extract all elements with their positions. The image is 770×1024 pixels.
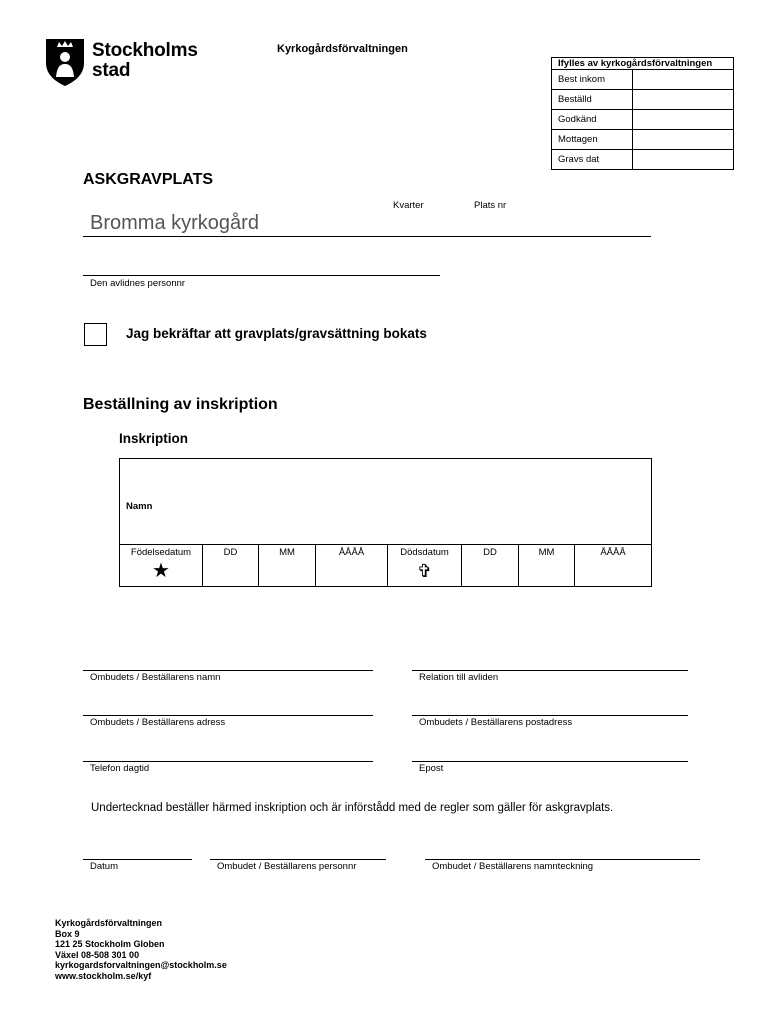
- birth-date-cell: [120, 545, 203, 587]
- plats-nr-label: Plats nr: [474, 200, 507, 211]
- personnr-field[interactable]: [83, 275, 440, 276]
- namn-label: Namn: [126, 501, 153, 512]
- birth-day-label: DD: [223, 547, 238, 558]
- office-row: [552, 70, 733, 90]
- inscription-box[interactable]: [119, 458, 652, 587]
- organization-name: Kyrkogårdsförvaltningen: [277, 43, 408, 55]
- office-row: [552, 90, 733, 110]
- cemetery-underline: [83, 236, 651, 237]
- signer-personnr-label: Ombudet / Beställarens personnr: [217, 861, 357, 872]
- office-row: [552, 110, 733, 130]
- signer-personnr-field[interactable]: [210, 859, 386, 860]
- office-row-value[interactable]: [633, 90, 733, 109]
- phone-field[interactable]: [83, 761, 373, 762]
- star-icon: ★: [152, 560, 170, 582]
- footer-website[interactable]: www.stockholm.se/kyf: [55, 970, 152, 981]
- office-row-label: Beställd: [552, 90, 633, 109]
- death-month-cell[interactable]: [519, 545, 575, 587]
- office-row: [552, 150, 733, 169]
- birth-year-label: ÅÅÅÅ: [338, 547, 365, 558]
- logo: [44, 37, 204, 87]
- signature-field[interactable]: [425, 859, 700, 860]
- office-row-value[interactable]: [633, 150, 733, 169]
- birth-month-label: MM: [279, 547, 295, 558]
- footer-line: 121 25 Stockholm Globen: [55, 939, 165, 949]
- relation-label: Relation till avliden: [419, 672, 499, 683]
- statement-text: Undertecknad beställer härmed inskription och är införstådd med de regler som gäller för askgravplats.: [91, 802, 614, 814]
- orderer-postal-label: Ombudets / Beställarens postadress: [419, 717, 573, 728]
- confirm-checkbox[interactable]: [84, 323, 107, 346]
- office-use-title: Ifylles av kyrkogårdsförvaltningen: [552, 58, 733, 70]
- date-grid: [120, 544, 651, 587]
- relation-field[interactable]: [412, 670, 688, 671]
- office-row: [552, 130, 733, 150]
- confirm-label: Jag bekräftar att gravplats/gravsättning bokats: [126, 326, 427, 341]
- cemetery-field[interactable]: Bromma kyrkogård: [90, 212, 259, 234]
- death-date-label: Dödsdatum: [400, 547, 449, 558]
- orderer-postal-field[interactable]: [412, 715, 688, 716]
- footer-line: Kyrkogårdsförvaltningen: [55, 918, 163, 928]
- signature-label: Ombudet / Beställarens namnteckning: [432, 861, 594, 872]
- death-date-cell: [388, 545, 462, 587]
- footer-line: Växel 08-508 301 00: [55, 949, 140, 960]
- logo-name: [92, 41, 198, 81]
- email-label: Epost: [419, 763, 444, 774]
- birth-date-label: Födelsedatum: [130, 547, 192, 558]
- footer-address: [55, 918, 227, 981]
- orderer-name-label: Ombudets / Beställarens namn: [90, 672, 221, 683]
- death-year-cell[interactable]: [575, 545, 651, 587]
- office-row-label: Godkänd: [552, 110, 633, 129]
- office-row-value[interactable]: [633, 130, 733, 149]
- orderer-address-field[interactable]: [83, 715, 373, 716]
- kvarter-label: Kvarter: [393, 200, 424, 211]
- orderer-name-field[interactable]: [83, 670, 373, 671]
- personnr-label: Den avlidnes personnr: [90, 278, 186, 289]
- footer-line: Box 9: [55, 928, 80, 939]
- phone-label: Telefon dagtid: [90, 763, 150, 774]
- death-day-cell[interactable]: [462, 545, 519, 587]
- office-row-value[interactable]: [633, 110, 733, 129]
- footer-email[interactable]: kyrkogardsforvaltningen@stockholm.se: [55, 960, 227, 970]
- date-field[interactable]: [83, 859, 192, 860]
- form-title: ASKGRAVPLATS: [83, 171, 214, 188]
- inscription-section-title: Beställning av inskription: [83, 396, 278, 413]
- death-month-label: MM: [538, 547, 555, 558]
- office-use-box: [551, 57, 734, 170]
- inscription-subtitle: Inskription: [119, 431, 189, 446]
- death-year-label: ÅÅÅÅ: [600, 547, 626, 558]
- cross-icon: ✞: [416, 561, 433, 581]
- birth-month-cell[interactable]: [259, 545, 316, 587]
- email-field[interactable]: [412, 761, 688, 762]
- logo-line1: Stockholms: [92, 40, 198, 61]
- office-row-label: Best inkom: [552, 70, 633, 89]
- office-row-label: Mottagen: [552, 130, 633, 149]
- stockholm-crest-icon: [44, 37, 86, 87]
- logo-line2: stad: [92, 60, 131, 81]
- birth-day-cell[interactable]: [203, 545, 259, 587]
- office-row-label: Gravs dat: [552, 150, 633, 169]
- birth-year-cell[interactable]: [316, 545, 388, 587]
- date-label: Datum: [90, 861, 118, 872]
- death-day-label: DD: [483, 547, 497, 558]
- office-row-value[interactable]: [633, 70, 733, 89]
- orderer-address-label: Ombudets / Beställarens adress: [90, 717, 226, 728]
